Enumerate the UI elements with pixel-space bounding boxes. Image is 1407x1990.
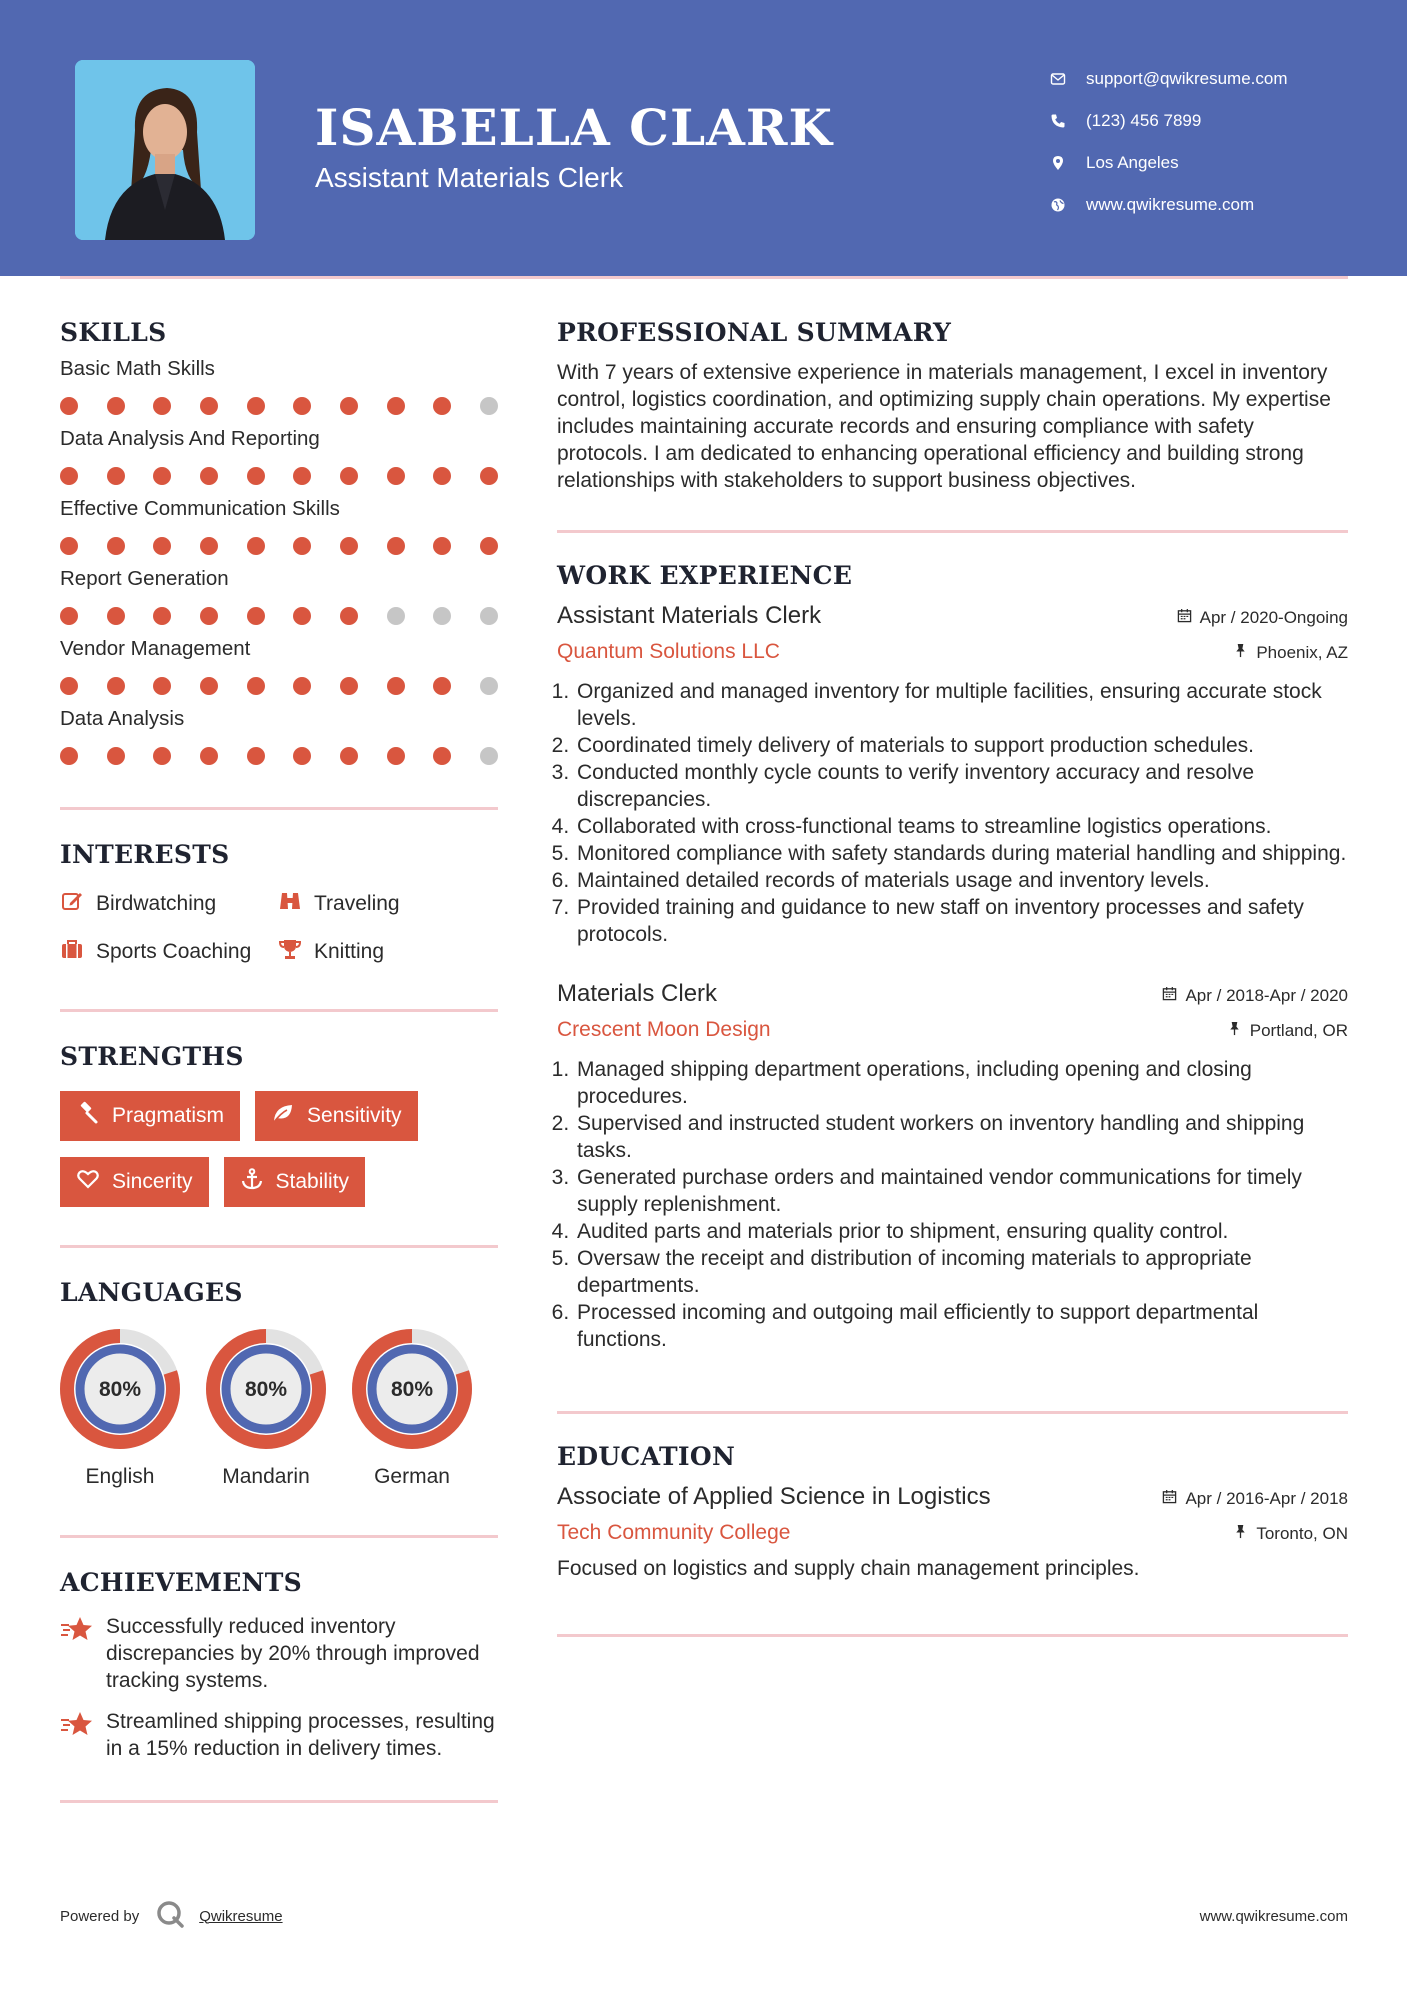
skill-name: Data Analysis And Reporting <box>60 427 320 450</box>
calendar-icon <box>1162 1489 1185 1509</box>
rating-dot-filled <box>480 537 498 555</box>
rating-dot-empty <box>480 747 498 765</box>
education-location <box>1233 1524 1348 1544</box>
education-description: Focused on logistics and supply chain management principles. <box>557 1557 1140 1580</box>
interests-section <box>60 840 498 967</box>
strength-tag <box>60 1157 209 1207</box>
rating-dot-filled <box>200 467 218 485</box>
star-icon <box>60 1613 106 1694</box>
strengths-title: STRENGTHS <box>60 1042 244 1071</box>
header-divider <box>60 276 1348 279</box>
rating-dot-filled <box>480 467 498 485</box>
interest-label: Sports Coaching <box>96 940 252 963</box>
skill-item <box>60 357 498 415</box>
powered-by-label: Powered by <box>60 1907 140 1925</box>
education-title: EDUCATION <box>557 1442 736 1471</box>
skill-name: Basic Math Skills <box>60 357 215 380</box>
summary-title: PROFESSIONAL SUMMARY <box>557 318 952 347</box>
left-column <box>60 318 498 1803</box>
candidate-role: Assistant Materials Clerk <box>315 162 624 193</box>
skill-name: Report Generation <box>60 567 229 590</box>
skill-item <box>60 567 498 625</box>
interests-list <box>60 889 498 967</box>
skill-item <box>60 707 498 765</box>
responsibility-item: 6. Maintained detailed records of materials usage and inventory levels. <box>575 867 1348 894</box>
rating-dot-filled <box>293 467 311 485</box>
section-divider <box>557 530 1348 533</box>
language-ring <box>206 1329 326 1449</box>
summary-text: With 7 years of extensive experience in materials management, I excel in inventory control, logistics coordination, and optimizing supply chain operations. My expertise includes maintaining accurate records and ensuring compliance with safety protocols. I am dedicated to enhancing operational efficiency and building strong relationships with stakeholders to support business objectives. <box>557 361 1331 492</box>
right-column <box>557 318 1348 1637</box>
rating-dot-filled <box>387 537 405 555</box>
skill-name: Data Analysis <box>60 707 185 730</box>
responsibility-item: 2. Coordinated timely delivery of materials to support production schedules. <box>575 732 1348 759</box>
job-dates-text: Apr / 2020-Ongoing <box>1199 608 1348 627</box>
rating-dot-filled <box>153 537 171 555</box>
rating-dot-filled <box>153 467 171 485</box>
interest-item <box>60 937 278 967</box>
rating-dot-filled <box>433 397 451 415</box>
skills-title: SKILLS <box>60 318 167 347</box>
rating-dot-filled <box>293 537 311 555</box>
rating-dot-filled <box>60 747 78 765</box>
pushpin-icon <box>1233 1524 1256 1544</box>
rating-dot-filled <box>340 677 358 695</box>
language-name: Mandarin <box>222 1465 310 1488</box>
job-title: Assistant Materials Clerk <box>557 602 822 629</box>
job-company: Crescent Moon Design <box>557 1018 771 1041</box>
education-section <box>557 1442 1348 1582</box>
strengths-list <box>60 1091 498 1207</box>
rating-dot-filled <box>340 537 358 555</box>
rating-dot-filled <box>153 677 171 695</box>
contact-phone-text: (123) 456 7899 <box>1086 111 1202 130</box>
rating-dot-filled <box>60 607 78 625</box>
language-ring <box>352 1329 472 1449</box>
job-dates <box>1177 608 1348 628</box>
contact-location <box>1050 142 1288 184</box>
rating-dot-filled <box>340 607 358 625</box>
languages-title: LANGUAGES <box>60 1278 243 1307</box>
candidate-name: ISABELLA CLARK <box>315 98 833 157</box>
rating-dot-filled <box>247 747 265 765</box>
skill-name: Vendor Management <box>60 637 251 660</box>
contact-list <box>1050 58 1288 226</box>
rating-dot-filled <box>153 747 171 765</box>
rating-dot-empty <box>387 607 405 625</box>
skill-rating <box>60 677 498 695</box>
responsibility-item: 7. Provided training and guidance to new staff on inventory processes and safety protocols. <box>575 894 1348 948</box>
responsibility-item: 5. Monitored compliance with safety standards during material handling and shipping. <box>575 840 1348 867</box>
job-location <box>1227 1021 1348 1041</box>
achievements-title: ACHIEVEMENTS <box>60 1568 302 1597</box>
achievement-item <box>60 1708 498 1762</box>
rating-dot-filled <box>200 677 218 695</box>
job-location-text: Portland, OR <box>1249 1021 1348 1040</box>
responsibility-item: 4. Audited parts and materials prior to shipment, ensuring quality control. <box>575 1218 1348 1245</box>
section-divider <box>60 1009 498 1012</box>
rating-dot-filled <box>200 537 218 555</box>
rating-dot-filled <box>433 467 451 485</box>
rating-dot-filled <box>60 397 78 415</box>
languages-list <box>60 1329 498 1489</box>
footer-website[interactable]: www.qwikresume.com <box>1199 1907 1348 1925</box>
interest-label: Traveling <box>314 892 400 915</box>
rating-dot-filled <box>293 607 311 625</box>
summary-section <box>557 318 1348 494</box>
globe-icon <box>1050 197 1086 213</box>
interest-label: Knitting <box>314 940 385 963</box>
section-divider <box>60 1245 498 1248</box>
rating-dot-filled <box>200 747 218 765</box>
strength-tag <box>224 1157 366 1207</box>
rating-dot-filled <box>107 747 125 765</box>
strength-label: Sensitivity <box>307 1104 402 1127</box>
rating-dot-filled <box>247 537 265 555</box>
calendar-icon <box>1162 986 1185 1006</box>
skill-rating <box>60 537 498 555</box>
section-divider <box>557 1634 1348 1637</box>
rating-dot-filled <box>340 397 358 415</box>
rating-dot-empty <box>480 397 498 415</box>
section-divider <box>557 1411 1348 1414</box>
language-percent: 80% <box>244 1378 288 1401</box>
education-entry <box>557 1483 1348 1582</box>
job-responsibilities <box>557 678 1348 948</box>
education-dates <box>1162 1489 1348 1509</box>
interest-label: Birdwatching <box>96 892 217 915</box>
rating-dot-filled <box>387 747 405 765</box>
rating-dot-filled <box>247 467 265 485</box>
rating-dot-filled <box>293 747 311 765</box>
achievement-text: Streamlined shipping processes, resulting in a 15% reduction in delivery times. <box>106 1710 495 1760</box>
education-location-text: Toronto, ON <box>1256 1524 1348 1543</box>
job-responsibilities <box>557 1056 1348 1353</box>
rating-dot-filled <box>107 537 125 555</box>
star-icon <box>60 1708 106 1762</box>
rating-dot-filled <box>293 397 311 415</box>
degree-title: Associate of Applied Science in Logistics <box>557 1483 991 1510</box>
rating-dot-filled <box>293 677 311 695</box>
resume-header <box>0 0 1407 276</box>
calendar-icon <box>1177 608 1200 628</box>
interest-item <box>278 889 498 919</box>
responsibility-item: 6. Processed incoming and outgoing mail efficiently to support departmental functions. <box>575 1299 1348 1353</box>
rating-dot-filled <box>247 397 265 415</box>
job-location <box>1233 643 1348 663</box>
envelope-icon <box>1050 71 1086 87</box>
contact-website[interactable] <box>1050 184 1288 226</box>
skill-rating <box>60 747 498 765</box>
job-entry <box>557 980 1348 1353</box>
rating-dot-filled <box>107 467 125 485</box>
rating-dot-filled <box>247 677 265 695</box>
responsibility-item: 3. Conducted monthly cycle counts to verify inventory accuracy and resolve discrepancies. <box>575 759 1348 813</box>
pushpin-icon <box>1233 643 1256 663</box>
interest-item <box>60 889 278 919</box>
school-name: Tech Community College <box>557 1521 791 1544</box>
contact-location-text: Los Angeles <box>1086 153 1179 172</box>
job-location-text: Phoenix, AZ <box>1256 643 1348 662</box>
binoculars-icon <box>278 889 314 919</box>
rating-dot-filled <box>247 607 265 625</box>
rating-dot-filled <box>60 537 78 555</box>
anchor-icon <box>240 1167 276 1197</box>
education-dates-text: Apr / 2016-Apr / 2018 <box>1185 1489 1348 1508</box>
strength-label: Pragmatism <box>112 1104 225 1127</box>
gavel-icon <box>76 1101 112 1131</box>
achievement-text: Successfully reduced inventory discrepancies by 20% through improved tracking systems. <box>106 1615 480 1692</box>
rating-dot-filled <box>433 677 451 695</box>
language-item <box>60 1329 180 1489</box>
section-divider <box>60 807 498 810</box>
language-ring <box>60 1329 180 1449</box>
strength-label: Stability <box>275 1170 350 1193</box>
strengths-section <box>60 1042 498 1207</box>
strength-tag <box>60 1091 240 1141</box>
language-item <box>352 1329 472 1489</box>
rating-dot-filled <box>107 677 125 695</box>
job-dates-text: Apr / 2018-Apr / 2020 <box>1185 986 1348 1005</box>
section-divider <box>60 1535 498 1538</box>
rating-dot-filled <box>340 747 358 765</box>
leaf-icon <box>271 1101 307 1131</box>
languages-section <box>60 1278 498 1489</box>
job-title: Materials Clerk <box>557 980 718 1007</box>
phone-icon <box>1050 113 1086 129</box>
skill-name: Effective Communication Skills <box>60 497 340 520</box>
responsibility-item: 5. Oversaw the receipt and distribution of incoming materials to appropriate departments. <box>575 1245 1348 1299</box>
interests-title: INTERESTS <box>60 840 230 869</box>
trophy-icon <box>278 937 314 967</box>
skill-item <box>60 427 498 485</box>
rating-dot-filled <box>387 677 405 695</box>
job-dates <box>1162 986 1348 1006</box>
rating-dot-filled <box>107 397 125 415</box>
rating-dot-filled <box>153 397 171 415</box>
language-percent: 80% <box>98 1378 142 1401</box>
job-company: Quantum Solutions LLC <box>557 640 780 663</box>
briefcase-icon <box>60 937 96 967</box>
rating-dot-filled <box>60 467 78 485</box>
rating-dot-filled <box>433 747 451 765</box>
rating-dot-filled <box>387 397 405 415</box>
skill-rating <box>60 467 498 485</box>
contact-email-text: support@qwikresume.com <box>1086 69 1288 88</box>
skill-item <box>60 637 498 695</box>
responsibility-item: 1. Organized and managed inventory for multiple facilities, ensuring accurate stock levels. <box>575 678 1348 732</box>
pencil-square-icon <box>60 889 96 919</box>
powered-by <box>60 1899 283 1933</box>
rating-dot-filled <box>107 607 125 625</box>
skills-list <box>60 357 498 765</box>
language-name: German <box>374 1465 450 1488</box>
achievements-section <box>60 1568 498 1762</box>
rating-dot-filled <box>340 467 358 485</box>
rating-dot-empty <box>433 607 451 625</box>
rating-dot-filled <box>153 607 171 625</box>
section-divider <box>60 1800 498 1803</box>
qwikresume-logo-icon <box>139 1899 199 1933</box>
language-item <box>206 1329 326 1489</box>
rating-dot-filled <box>60 677 78 695</box>
pushpin-icon <box>1227 1021 1250 1041</box>
qwikresume-link[interactable]: Qwikresume <box>199 1907 283 1925</box>
strength-label: Sincerity <box>112 1170 193 1193</box>
interest-item <box>278 937 498 967</box>
contact-email[interactable] <box>1050 58 1288 100</box>
rating-dot-filled <box>387 467 405 485</box>
rating-dot-filled <box>200 607 218 625</box>
rating-dot-filled <box>200 397 218 415</box>
responsibility-item: 2. Supervised and instructed student workers on inventory handling and shipping tasks. <box>575 1110 1348 1164</box>
experience-section <box>557 561 1348 1353</box>
achievement-item <box>60 1613 498 1694</box>
experience-title: WORK EXPERIENCE <box>557 561 853 590</box>
language-percent: 80% <box>390 1378 434 1401</box>
language-name: English <box>85 1465 155 1488</box>
contact-phone[interactable] <box>1050 100 1288 142</box>
responsibility-item: 4. Collaborated with cross-functional teams to streamline logistics operations. <box>575 813 1348 840</box>
skills-section <box>60 318 498 765</box>
profile-photo <box>75 60 255 240</box>
page-footer <box>60 1898 1348 1934</box>
job-entry <box>557 602 1348 948</box>
contact-website-text: www.qwikresume.com <box>1086 195 1255 214</box>
rating-dot-empty <box>480 677 498 695</box>
heart-icon <box>76 1167 112 1197</box>
rating-dot-filled <box>433 537 451 555</box>
responsibility-item: 3. Generated purchase orders and maintained vendor communications for timely supply replenishment. <box>575 1164 1348 1218</box>
rating-dot-empty <box>480 607 498 625</box>
strength-tag <box>255 1091 418 1141</box>
map-pin-icon <box>1050 155 1086 171</box>
responsibility-item: 1. Managed shipping department operations, including opening and closing procedures. <box>575 1056 1348 1110</box>
skill-rating <box>60 607 498 625</box>
skill-item <box>60 497 498 555</box>
skill-rating <box>60 397 498 415</box>
